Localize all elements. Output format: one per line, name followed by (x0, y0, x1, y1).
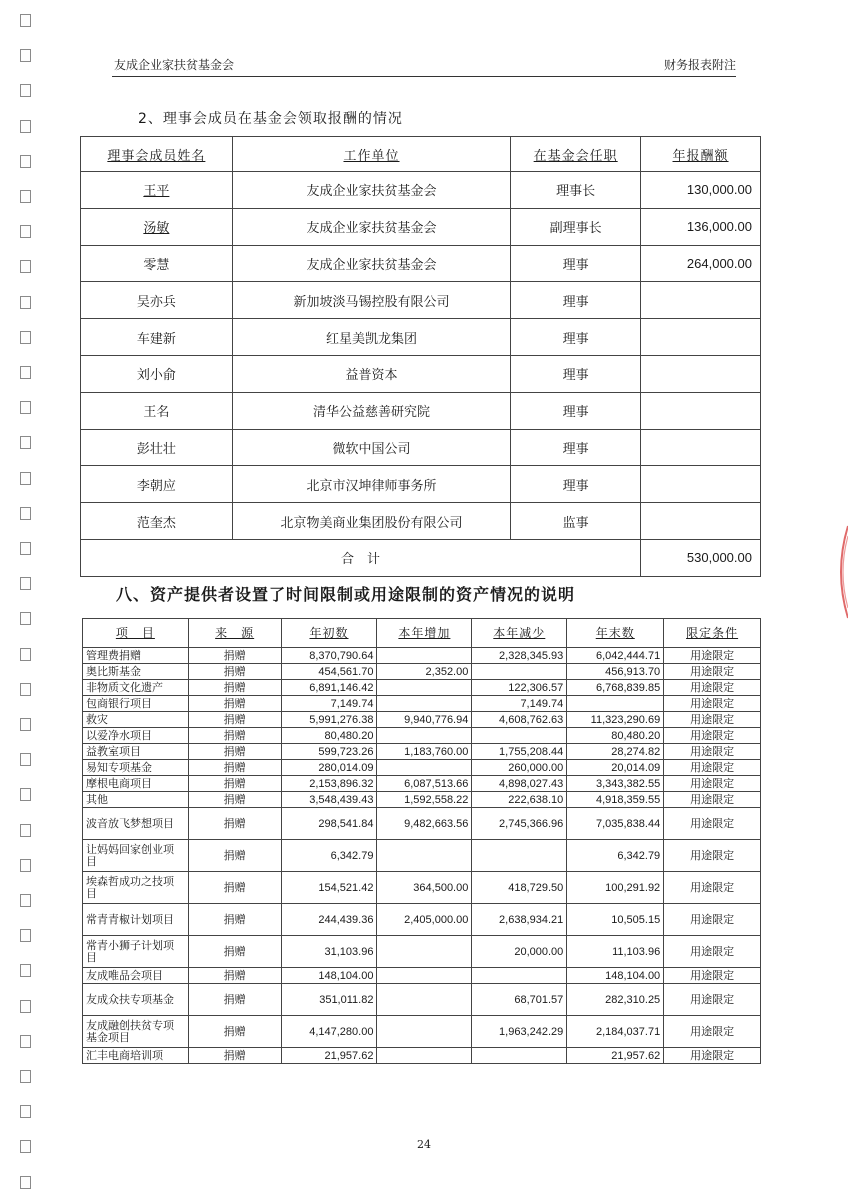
opening-balance: 280,014.09 (281, 760, 377, 776)
closing-balance: 80,480.20 (567, 728, 664, 744)
table-row (83, 808, 761, 840)
table-row (83, 872, 761, 904)
foundation-role: 副理事长 (511, 208, 641, 245)
work-unit: 红星美凯龙集团 (232, 319, 511, 356)
opening-balance: 599,723.26 (281, 744, 377, 760)
increase (377, 936, 472, 968)
binding-hole (20, 542, 31, 555)
binding-hole (20, 14, 31, 27)
source: 捐赠 (188, 840, 281, 872)
source: 捐赠 (188, 936, 281, 968)
binding-hole (20, 648, 31, 661)
table-row (83, 840, 761, 872)
restriction: 用途限定 (664, 872, 761, 904)
source: 捐赠 (188, 1048, 281, 1064)
decrease (472, 1048, 567, 1064)
opening-balance: 5,991,276.38 (281, 712, 377, 728)
binding-hole (20, 507, 31, 520)
increase (377, 1016, 472, 1048)
assets-header-row (83, 619, 761, 648)
increase (377, 760, 472, 776)
binding-hole (20, 612, 31, 625)
table-row (83, 664, 761, 680)
opening-balance: 3,548,439.43 (281, 792, 377, 808)
closing-balance: 28,274.82 (567, 744, 664, 760)
work-unit: 益普资本 (232, 355, 511, 392)
decrease: 1,963,242.29 (472, 1016, 567, 1048)
foundation-role: 理事 (511, 245, 641, 282)
item-name: 救灾 (83, 712, 189, 728)
decrease: 418,729.50 (472, 872, 567, 904)
increase: 9,940,776.94 (377, 712, 472, 728)
binding-hole (20, 788, 31, 801)
total-label: 合 计 (81, 539, 641, 576)
restriction: 用途限定 (664, 968, 761, 984)
restriction: 用途限定 (664, 840, 761, 872)
source: 捐赠 (188, 1016, 281, 1048)
column-header: 本年增加 (377, 619, 472, 648)
source: 捐赠 (188, 648, 281, 664)
binding-hole (20, 1035, 31, 1048)
member-name: 刘小俞 (81, 355, 233, 392)
annual-pay: 130,000.00 (641, 172, 761, 209)
source: 捐赠 (188, 744, 281, 760)
restriction: 用途限定 (664, 712, 761, 728)
work-unit: 新加坡淡马锡控股有限公司 (232, 282, 511, 319)
source: 捐赠 (188, 712, 281, 728)
restricted-assets-table (82, 618, 761, 1064)
annual-pay: 264,000.00 (641, 245, 761, 282)
restriction: 用途限定 (664, 984, 761, 1016)
column-header: 年报酬额 (641, 137, 761, 172)
column-header: 限定条件 (664, 619, 761, 648)
closing-balance: 100,291.92 (567, 872, 664, 904)
table-row (83, 1048, 761, 1064)
increase (377, 648, 472, 664)
annual-pay (641, 466, 761, 503)
binding-hole (20, 401, 31, 414)
work-unit: 友成企业家扶贫基金会 (232, 208, 511, 245)
item-name: 以爱净水项目 (83, 728, 189, 744)
column-header: 年初数 (281, 619, 377, 648)
source: 捐赠 (188, 808, 281, 840)
opening-balance: 154,521.42 (281, 872, 377, 904)
opening-balance: 21,957.62 (281, 1048, 377, 1064)
item-name: 友成唯品会项目 (83, 968, 189, 984)
foundation-role: 理事长 (511, 172, 641, 209)
table-row (83, 744, 761, 760)
increase: 2,405,000.00 (377, 904, 472, 936)
binding-hole (20, 1105, 31, 1118)
source: 捐赠 (188, 792, 281, 808)
table-row (83, 680, 761, 696)
binding-hole (20, 964, 31, 977)
item-name: 常青小狮子计划项目 (83, 936, 189, 968)
page-header (112, 54, 736, 77)
item-name: 奥比斯基金 (83, 664, 189, 680)
binding-hole (20, 577, 31, 590)
source: 捐赠 (188, 664, 281, 680)
binding-hole (20, 120, 31, 133)
binding-hole (20, 929, 31, 942)
work-unit: 清华公益慈善研究院 (232, 392, 511, 429)
binding-hole (20, 718, 31, 731)
closing-balance: 11,323,290.69 (567, 712, 664, 728)
item-name: 汇丰电商培训项 (83, 1048, 189, 1064)
closing-balance: 456,913.70 (567, 664, 664, 680)
opening-balance: 148,104.00 (281, 968, 377, 984)
increase (377, 680, 472, 696)
source: 捐赠 (188, 968, 281, 984)
restriction: 用途限定 (664, 904, 761, 936)
increase (377, 968, 472, 984)
total-row (81, 539, 761, 576)
item-name: 益教室项目 (83, 744, 189, 760)
binding-hole (20, 1176, 31, 1189)
member-name: 王平 (81, 172, 233, 209)
increase: 9,482,663.56 (377, 808, 472, 840)
increase (377, 840, 472, 872)
closing-balance: 20,014.09 (567, 760, 664, 776)
increase: 364,500.00 (377, 872, 472, 904)
column-header: 来 源 (188, 619, 281, 648)
item-name: 波音放飞梦想项目 (83, 808, 189, 840)
decrease: 1,755,208.44 (472, 744, 567, 760)
increase: 1,183,760.00 (377, 744, 472, 760)
decrease: 260,000.00 (472, 760, 567, 776)
table-row (83, 936, 761, 968)
opening-balance: 244,439.36 (281, 904, 377, 936)
table-row (83, 760, 761, 776)
foundation-role: 理事 (511, 429, 641, 466)
closing-balance: 6,342.79 (567, 840, 664, 872)
item-name: 友成融创扶贫专项基金项目 (83, 1016, 189, 1048)
opening-balance: 298,541.84 (281, 808, 377, 840)
table-row (81, 282, 761, 319)
increase (377, 728, 472, 744)
annual-pay (641, 429, 761, 466)
binding-hole (20, 683, 31, 696)
annual-pay (641, 282, 761, 319)
opening-balance: 8,370,790.64 (281, 648, 377, 664)
source: 捐赠 (188, 776, 281, 792)
decrease: 7,149.74 (472, 696, 567, 712)
decrease: 68,701.57 (472, 984, 567, 1016)
table-row (83, 1016, 761, 1048)
opening-balance: 454,561.70 (281, 664, 377, 680)
table-row (83, 968, 761, 984)
annual-pay (641, 319, 761, 356)
decrease: 4,898,027.43 (472, 776, 567, 792)
column-header: 理事会成员姓名 (81, 137, 233, 172)
member-name: 汤敏 (81, 208, 233, 245)
source: 捐赠 (188, 760, 281, 776)
restriction: 用途限定 (664, 808, 761, 840)
binding-hole (20, 1070, 31, 1083)
table-row (81, 319, 761, 356)
binding-hole (20, 225, 31, 238)
restriction: 用途限定 (664, 728, 761, 744)
item-name: 常青青椒计划项目 (83, 904, 189, 936)
table-row (81, 355, 761, 392)
member-name: 范奎杰 (81, 503, 233, 540)
closing-balance: 148,104.00 (567, 968, 664, 984)
restriction: 用途限定 (664, 792, 761, 808)
item-name: 管理费捐赠 (83, 648, 189, 664)
member-name: 吴亦兵 (81, 282, 233, 319)
increase: 1,592,558.22 (377, 792, 472, 808)
column-header: 项 目 (83, 619, 189, 648)
opening-balance: 31,103.96 (281, 936, 377, 968)
opening-balance: 7,149.74 (281, 696, 377, 712)
restriction: 用途限定 (664, 680, 761, 696)
decrease: 2,745,366.96 (472, 808, 567, 840)
restriction: 用途限定 (664, 696, 761, 712)
source: 捐赠 (188, 904, 281, 936)
item-name: 其他 (83, 792, 189, 808)
member-name: 零慧 (81, 245, 233, 282)
table-row (81, 208, 761, 245)
item-name: 让妈妈回家创业项目 (83, 840, 189, 872)
item-name: 易知专项基金 (83, 760, 189, 776)
source: 捐赠 (188, 680, 281, 696)
table-row (81, 392, 761, 429)
binding-hole (20, 1000, 31, 1013)
closing-balance: 11,103.96 (567, 936, 664, 968)
decrease (472, 840, 567, 872)
foundation-role: 理事 (511, 392, 641, 429)
item-name: 友成众扶专项基金 (83, 984, 189, 1016)
binding-hole (20, 260, 31, 273)
section2-title: 2、理事会成员在基金会领取报酬的情况 (138, 111, 403, 127)
member-name: 彭壮壮 (81, 429, 233, 466)
decrease: 2,328,345.93 (472, 648, 567, 664)
remuneration-table (80, 136, 761, 577)
page-number: 24 (417, 1138, 431, 1151)
item-name: 摩根电商项目 (83, 776, 189, 792)
opening-balance: 351,011.82 (281, 984, 377, 1016)
binding-hole (20, 753, 31, 766)
section8-title: 八、资产提供者设置了时间限制或用途限制的资产情况的说明 (116, 585, 576, 604)
foundation-role: 理事 (511, 282, 641, 319)
source: 捐赠 (188, 728, 281, 744)
increase (377, 696, 472, 712)
closing-balance: 282,310.25 (567, 984, 664, 1016)
work-unit: 友成企业家扶贫基金会 (232, 172, 511, 209)
table-row (83, 904, 761, 936)
table-row (81, 466, 761, 503)
decrease (472, 664, 567, 680)
binding-hole (20, 331, 31, 344)
table-row (81, 503, 761, 540)
restriction: 用途限定 (664, 1016, 761, 1048)
increase (377, 1048, 472, 1064)
foundation-role: 理事 (511, 355, 641, 392)
work-unit: 北京市汉坤律师事务所 (232, 466, 511, 503)
column-header: 在基金会任职 (511, 137, 641, 172)
binding-hole (20, 472, 31, 485)
foundation-role: 监事 (511, 503, 641, 540)
table-row (81, 245, 761, 282)
item-name: 非物质文化遗产 (83, 680, 189, 696)
closing-balance: 4,918,359.55 (567, 792, 664, 808)
work-unit: 北京物美商业集团股份有限公司 (232, 503, 511, 540)
restriction: 用途限定 (664, 664, 761, 680)
decrease (472, 728, 567, 744)
work-unit: 友成企业家扶贫基金会 (232, 245, 511, 282)
closing-balance: 6,042,444.71 (567, 648, 664, 664)
decrease: 122,306.57 (472, 680, 567, 696)
closing-balance: 6,768,839.85 (567, 680, 664, 696)
closing-balance: 3,343,382.55 (567, 776, 664, 792)
binding-hole (20, 49, 31, 62)
foundation-role: 理事 (511, 319, 641, 356)
binding-hole (20, 84, 31, 97)
total-value: 530,000.00 (641, 539, 761, 576)
seal-stamp-fragment (826, 522, 848, 622)
binding-holes (18, 0, 34, 1200)
annual-pay (641, 392, 761, 429)
table-row (83, 984, 761, 1016)
source: 捐赠 (188, 872, 281, 904)
table-row (83, 728, 761, 744)
member-name: 李朝应 (81, 466, 233, 503)
item-name: 埃森哲成功之技项目 (83, 872, 189, 904)
work-unit: 微软中国公司 (232, 429, 511, 466)
opening-balance: 4,147,280.00 (281, 1016, 377, 1048)
member-name: 车建新 (81, 319, 233, 356)
decrease: 2,638,934.21 (472, 904, 567, 936)
source: 捐赠 (188, 984, 281, 1016)
table-row (83, 696, 761, 712)
restriction: 用途限定 (664, 1048, 761, 1064)
binding-hole (20, 190, 31, 203)
opening-balance: 80,480.20 (281, 728, 377, 744)
binding-hole (20, 824, 31, 837)
foundation-role: 理事 (511, 466, 641, 503)
opening-balance: 6,342.79 (281, 840, 377, 872)
restriction: 用途限定 (664, 760, 761, 776)
binding-hole (20, 859, 31, 872)
binding-hole (20, 436, 31, 449)
column-header: 工作单位 (232, 137, 511, 172)
table-row (83, 648, 761, 664)
binding-hole (20, 894, 31, 907)
annual-pay: 136,000.00 (641, 208, 761, 245)
restriction: 用途限定 (664, 776, 761, 792)
table-row (81, 172, 761, 209)
restriction: 用途限定 (664, 936, 761, 968)
closing-balance (567, 696, 664, 712)
binding-hole (20, 296, 31, 309)
header-doc-type: 财务报表附注 (663, 58, 736, 72)
annual-pay (641, 503, 761, 540)
closing-balance: 10,505.15 (567, 904, 664, 936)
binding-hole (20, 155, 31, 168)
table-row (83, 792, 761, 808)
remuneration-header-row (81, 137, 761, 172)
decrease: 20,000.00 (472, 936, 567, 968)
closing-balance: 7,035,838.44 (567, 808, 664, 840)
table-row (83, 712, 761, 728)
annual-pay (641, 355, 761, 392)
decrease: 222,638.10 (472, 792, 567, 808)
decrease (472, 968, 567, 984)
restriction: 用途限定 (664, 744, 761, 760)
binding-hole (20, 366, 31, 379)
increase: 2,352.00 (377, 664, 472, 680)
opening-balance: 2,153,896.32 (281, 776, 377, 792)
table-row (81, 429, 761, 466)
increase (377, 984, 472, 1016)
closing-balance: 2,184,037.71 (567, 1016, 664, 1048)
increase: 6,087,513.66 (377, 776, 472, 792)
column-header: 本年减少 (472, 619, 567, 648)
column-header: 年末数 (567, 619, 664, 648)
opening-balance: 6,891,146.42 (281, 680, 377, 696)
member-name: 王名 (81, 392, 233, 429)
header-org: 友成企业家扶贫基金会 (114, 58, 235, 72)
source: 捐赠 (188, 696, 281, 712)
closing-balance: 21,957.62 (567, 1048, 664, 1064)
item-name: 包商银行项目 (83, 696, 189, 712)
table-row (83, 776, 761, 792)
restriction: 用途限定 (664, 648, 761, 664)
decrease: 4,608,762.63 (472, 712, 567, 728)
